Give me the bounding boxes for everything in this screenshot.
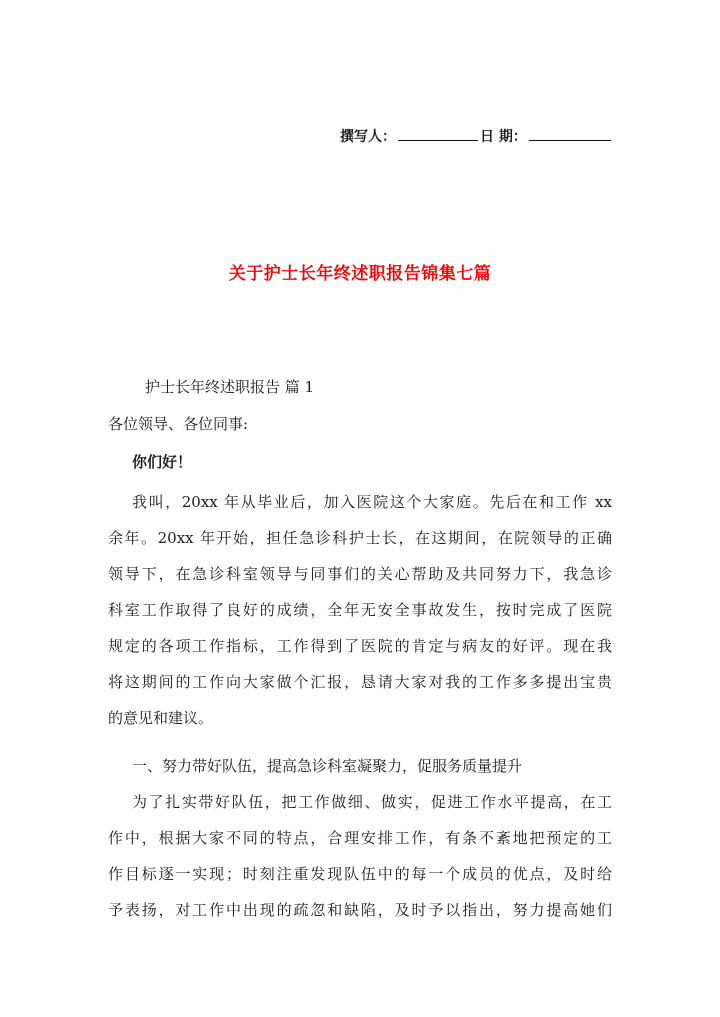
paragraph-2 (108, 784, 612, 928)
greeting-line: 各位领导、各位同事: (108, 415, 249, 433)
paragraph-line: 余年。20xx 年开始，担任急诊科护士长，在这期间，在院领导的正确 (108, 529, 612, 547)
paragraph-line: 规定的各项工作指标，工作得到了医院的肯定与病友的好评。现在我 (108, 637, 612, 655)
paragraph-line: 的意见和建议。 (108, 709, 214, 727)
hello-line: 你们好！ (132, 453, 193, 471)
paragraph-line: 为了扎实带好队伍，把工作做细、做实，促进工作水平提高，在工 (132, 793, 612, 811)
paragraph-line: 科室工作取得了良好的成绩，全年无安全事故发生，按时完成了医院 (108, 601, 612, 619)
paragraph-line: 作中，根据大家不同的特点，合理安排工作，有条不紊地把预定的工 (108, 829, 612, 847)
paragraph-line: 我叫，20xx 年从毕业后，加入医院这个大家庭。先后在和工作 xx (132, 493, 612, 511)
paragraph-line: 领导下，在急诊科室领导与同事们的关心帮助及共同努力下，我急诊 (108, 565, 612, 583)
paragraph-1 (108, 484, 612, 736)
subheading-1-block (108, 748, 612, 784)
section-heading: 护士长年终述职报告 篇 1 (145, 378, 315, 396)
author-blank-field[interactable] (398, 126, 478, 141)
date-blank-field[interactable] (529, 126, 611, 141)
paragraph-line: 予表扬，对工作中出现的疏忽和缺陷，及时予以指出，努力提高她们 (108, 901, 612, 919)
author-label: 撰写人： (340, 129, 396, 145)
paragraph-line: 作目标逐一实现；时刻注重发现队伍中的每一个成员的优点，及时给 (108, 865, 612, 883)
date-label: 日 期： (480, 129, 527, 145)
subheading-1: 一、努力带好队伍，提高急诊科室凝聚力，促服务质量提升 (132, 757, 523, 775)
author-date-line (340, 126, 613, 146)
document-title: 关于护士长年终述职报告锦集七篇 (228, 264, 492, 284)
paragraph-line: 将这期间的工作向大家做个汇报，恳请大家对我的工作多多提出宝贵 (108, 673, 612, 691)
